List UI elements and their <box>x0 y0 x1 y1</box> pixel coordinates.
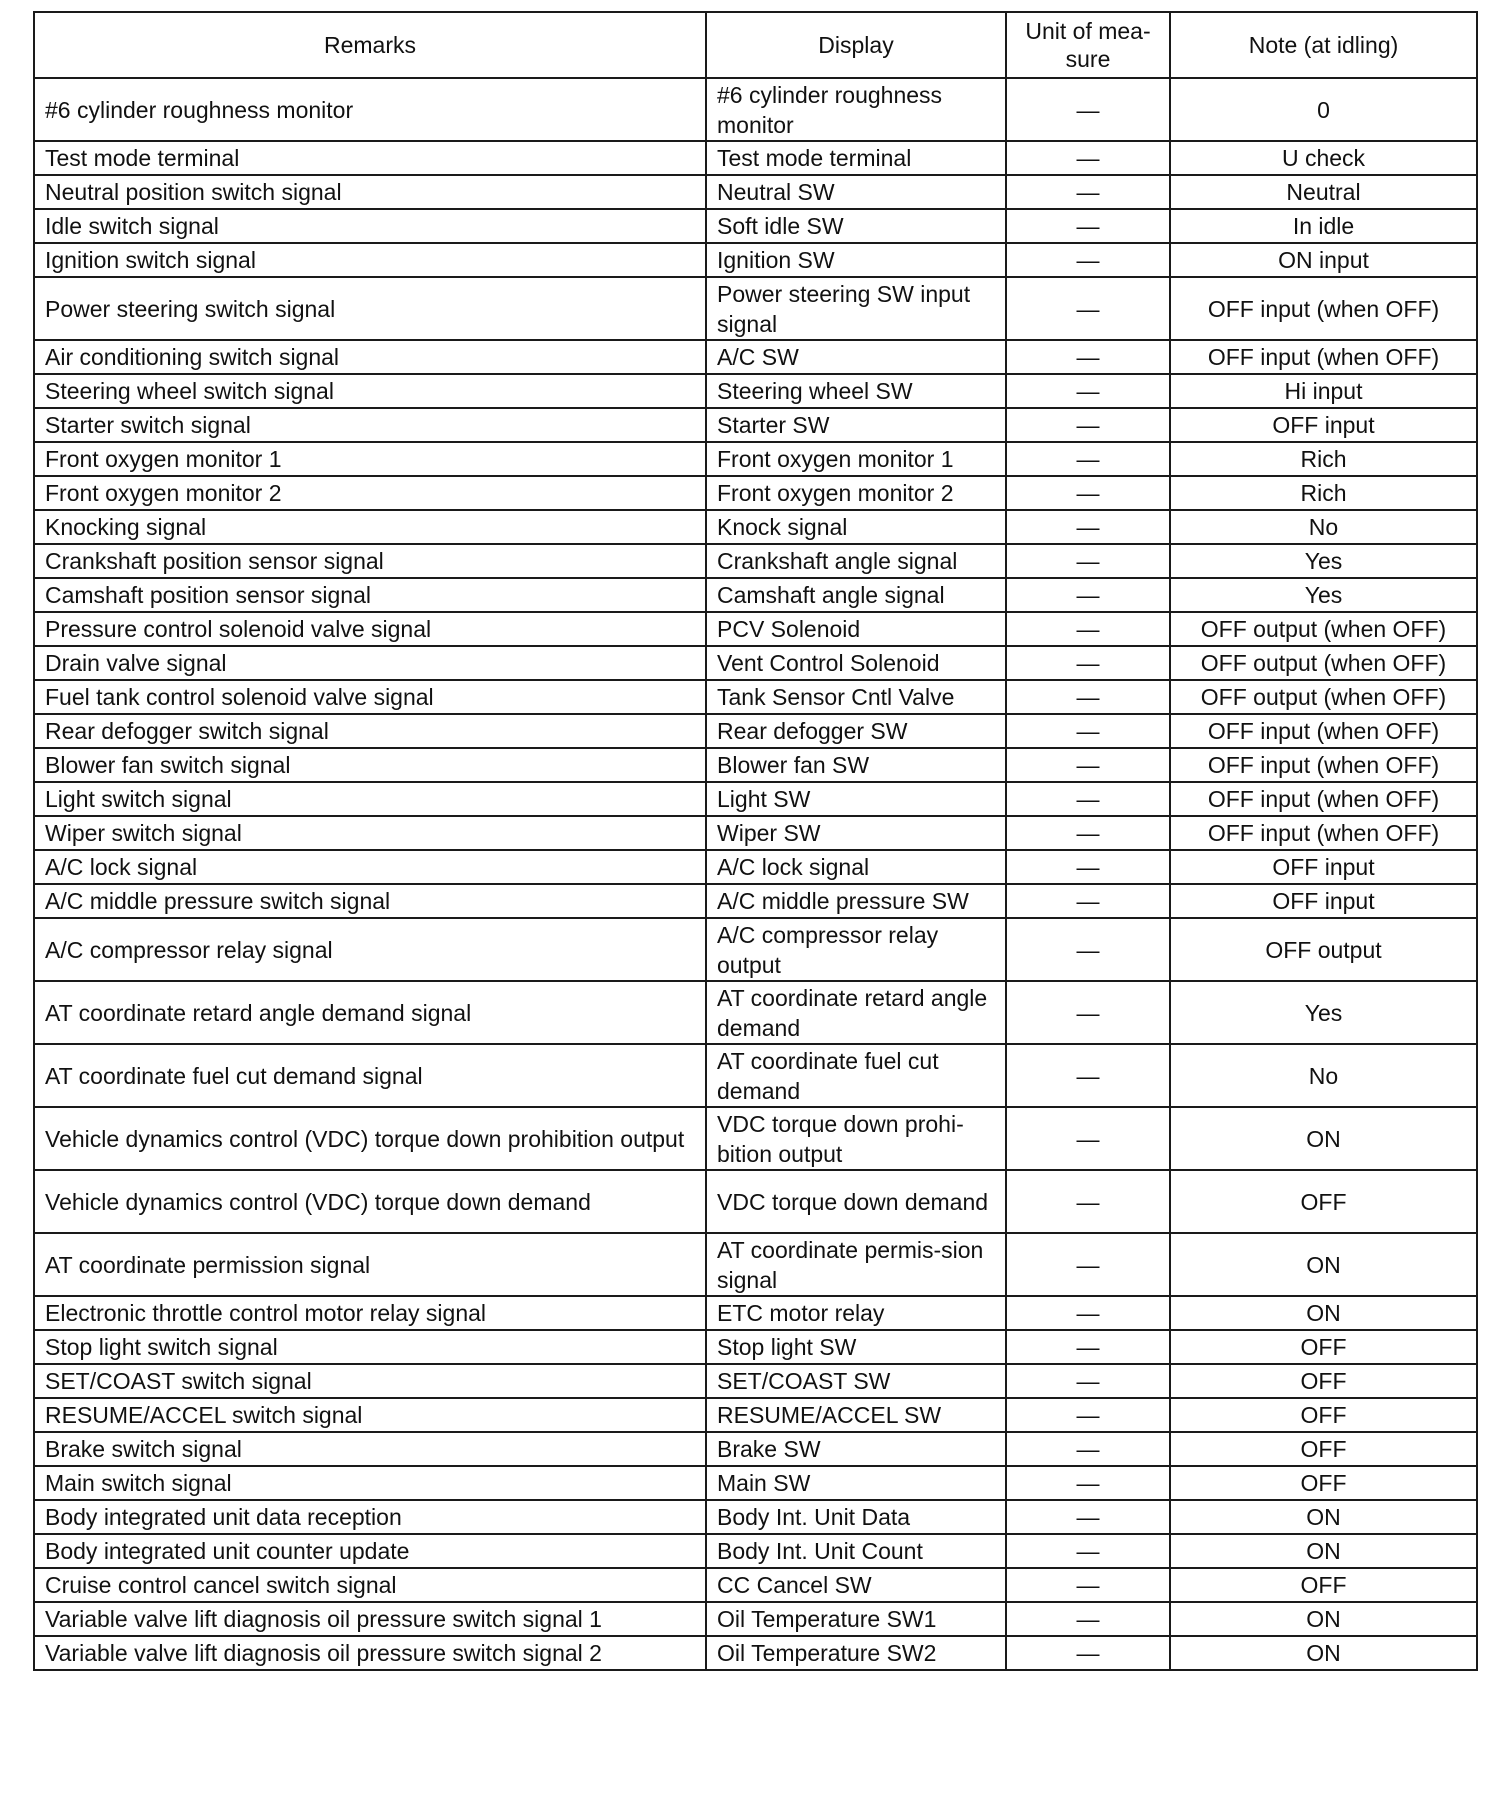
table-row <box>34 141 1477 175</box>
table-row <box>34 884 1477 918</box>
cell-display: Brake SW <box>706 1432 1006 1466</box>
cell-remarks: Wiper switch signal <box>34 816 706 850</box>
table-row <box>34 680 1477 714</box>
cell-unit: — <box>1006 175 1170 209</box>
cell-display: ETC motor relay <box>706 1296 1006 1330</box>
cell-remarks: Light switch signal <box>34 782 706 816</box>
cell-remarks: #6 cylinder roughness monitor <box>34 78 706 141</box>
cell-display: Oil Temperature SW2 <box>706 1636 1006 1670</box>
cell-unit: — <box>1006 442 1170 476</box>
cell-display: Front oxygen monitor 2 <box>706 476 1006 510</box>
cell-unit: — <box>1006 1233 1170 1296</box>
cell-unit: — <box>1006 476 1170 510</box>
cell-display: Oil Temperature SW1 <box>706 1602 1006 1636</box>
cell-display: A/C lock signal <box>706 850 1006 884</box>
cell-note: OFF input (when OFF) <box>1170 714 1477 748</box>
cell-display: A/C middle pressure SW <box>706 884 1006 918</box>
cell-unit: — <box>1006 1432 1170 1466</box>
header-unit: Unit of mea-sure <box>1006 12 1170 78</box>
cell-note: U check <box>1170 141 1477 175</box>
cell-note: ON <box>1170 1534 1477 1568</box>
table-row <box>34 1044 1477 1107</box>
cell-remarks: Vehicle dynamics control (VDC) torque down demand <box>34 1170 706 1233</box>
table-header <box>34 12 1477 78</box>
cell-remarks: Vehicle dynamics control (VDC) torque down prohibition output <box>34 1107 706 1170</box>
cell-display: Body Int. Unit Count <box>706 1534 1006 1568</box>
cell-unit: — <box>1006 277 1170 340</box>
cell-remarks: AT coordinate retard angle demand signal <box>34 981 706 1044</box>
cell-display: Body Int. Unit Data <box>706 1500 1006 1534</box>
cell-note: No <box>1170 1044 1477 1107</box>
cell-note: ON <box>1170 1500 1477 1534</box>
cell-remarks: Blower fan switch signal <box>34 748 706 782</box>
cell-note: Rich <box>1170 442 1477 476</box>
cell-remarks: Body integrated unit data reception <box>34 1500 706 1534</box>
cell-unit: — <box>1006 578 1170 612</box>
table-row <box>34 1330 1477 1364</box>
table-row <box>34 646 1477 680</box>
table-row <box>34 1500 1477 1534</box>
cell-unit: — <box>1006 981 1170 1044</box>
cell-display: VDC torque down prohi-bition output <box>706 1107 1006 1170</box>
cell-unit: — <box>1006 1364 1170 1398</box>
cell-unit: — <box>1006 1602 1170 1636</box>
cell-note: OFF input <box>1170 850 1477 884</box>
cell-display: Power steering SW input signal <box>706 277 1006 340</box>
cell-note: OFF <box>1170 1364 1477 1398</box>
cell-remarks: Body integrated unit counter update <box>34 1534 706 1568</box>
cell-remarks: Pressure control solenoid valve signal <box>34 612 706 646</box>
cell-display: Rear defogger SW <box>706 714 1006 748</box>
cell-note: OFF output (when OFF) <box>1170 680 1477 714</box>
table-row <box>34 850 1477 884</box>
cell-remarks: A/C compressor relay signal <box>34 918 706 981</box>
cell-unit: — <box>1006 1534 1170 1568</box>
table-row <box>34 1296 1477 1330</box>
cell-unit: — <box>1006 374 1170 408</box>
cell-display: CC Cancel SW <box>706 1568 1006 1602</box>
table-row <box>34 408 1477 442</box>
cell-unit: — <box>1006 1330 1170 1364</box>
table-body <box>34 78 1477 1670</box>
cell-unit: — <box>1006 1466 1170 1500</box>
cell-display: AT coordinate permis-sion signal <box>706 1233 1006 1296</box>
cell-unit: — <box>1006 510 1170 544</box>
cell-unit: — <box>1006 918 1170 981</box>
cell-unit: — <box>1006 1044 1170 1107</box>
cell-remarks: RESUME/ACCEL switch signal <box>34 1398 706 1432</box>
cell-display: A/C compressor relay output <box>706 918 1006 981</box>
header-row <box>34 12 1477 78</box>
cell-note: OFF input (when OFF) <box>1170 340 1477 374</box>
cell-remarks: Brake switch signal <box>34 1432 706 1466</box>
cell-display: A/C SW <box>706 340 1006 374</box>
cell-unit: — <box>1006 1170 1170 1233</box>
cell-display: Tank Sensor Cntl Valve <box>706 680 1006 714</box>
cell-remarks: Starter switch signal <box>34 408 706 442</box>
cell-display: Front oxygen monitor 1 <box>706 442 1006 476</box>
cell-unit: — <box>1006 1296 1170 1330</box>
cell-display: VDC torque down demand <box>706 1170 1006 1233</box>
cell-display: Main SW <box>706 1466 1006 1500</box>
cell-unit: — <box>1006 1107 1170 1170</box>
cell-remarks: Steering wheel switch signal <box>34 374 706 408</box>
cell-note: No <box>1170 510 1477 544</box>
cell-display: Test mode terminal <box>706 141 1006 175</box>
cell-display: Camshaft angle signal <box>706 578 1006 612</box>
cell-remarks: Knocking signal <box>34 510 706 544</box>
cell-remarks: Main switch signal <box>34 1466 706 1500</box>
cell-remarks: Air conditioning switch signal <box>34 340 706 374</box>
cell-note: Yes <box>1170 981 1477 1044</box>
cell-display: Neutral SW <box>706 175 1006 209</box>
cell-unit: — <box>1006 782 1170 816</box>
table-row <box>34 243 1477 277</box>
cell-unit: — <box>1006 1500 1170 1534</box>
cell-unit: — <box>1006 1568 1170 1602</box>
cell-remarks: Ignition switch signal <box>34 243 706 277</box>
cell-remarks: AT coordinate fuel cut demand signal <box>34 1044 706 1107</box>
cell-unit: — <box>1006 209 1170 243</box>
cell-display: Vent Control Solenoid <box>706 646 1006 680</box>
table-row <box>34 1602 1477 1636</box>
cell-display: Blower fan SW <box>706 748 1006 782</box>
cell-remarks: Variable valve lift diagnosis oil pressure switch signal 2 <box>34 1636 706 1670</box>
cell-remarks: Test mode terminal <box>34 141 706 175</box>
cell-note: OFF <box>1170 1432 1477 1466</box>
cell-display: RESUME/ACCEL SW <box>706 1398 1006 1432</box>
cell-note: OFF input <box>1170 884 1477 918</box>
cell-unit: — <box>1006 408 1170 442</box>
table-row <box>34 612 1477 646</box>
cell-unit: — <box>1006 1636 1170 1670</box>
table-row <box>34 1107 1477 1170</box>
table-row <box>34 1364 1477 1398</box>
cell-note: Neutral <box>1170 175 1477 209</box>
table-row <box>34 578 1477 612</box>
cell-remarks: Cruise control cancel switch signal <box>34 1568 706 1602</box>
table-row <box>34 1233 1477 1296</box>
table-row <box>34 1466 1477 1500</box>
table-row <box>34 510 1477 544</box>
cell-note: OFF input (when OFF) <box>1170 816 1477 850</box>
cell-note: 0 <box>1170 78 1477 141</box>
table-row <box>34 374 1477 408</box>
cell-unit: — <box>1006 612 1170 646</box>
cell-note: ON input <box>1170 243 1477 277</box>
cell-unit: — <box>1006 1398 1170 1432</box>
cell-display: Ignition SW <box>706 243 1006 277</box>
cell-unit: — <box>1006 646 1170 680</box>
cell-unit: — <box>1006 850 1170 884</box>
cell-unit: — <box>1006 884 1170 918</box>
cell-remarks: A/C lock signal <box>34 850 706 884</box>
cell-note: OFF output (when OFF) <box>1170 646 1477 680</box>
cell-unit: — <box>1006 544 1170 578</box>
table-row <box>34 442 1477 476</box>
cell-display: Stop light SW <box>706 1330 1006 1364</box>
table-row <box>34 209 1477 243</box>
cell-remarks: Rear defogger switch signal <box>34 714 706 748</box>
cell-display: Starter SW <box>706 408 1006 442</box>
cell-remarks: AT coordinate permission signal <box>34 1233 706 1296</box>
table-row <box>34 1534 1477 1568</box>
cell-note: ON <box>1170 1602 1477 1636</box>
cell-note: OFF input (when OFF) <box>1170 782 1477 816</box>
cell-note: Rich <box>1170 476 1477 510</box>
cell-display: PCV Solenoid <box>706 612 1006 646</box>
cell-unit: — <box>1006 816 1170 850</box>
table-row <box>34 1398 1477 1432</box>
cell-remarks: Fuel tank control solenoid valve signal <box>34 680 706 714</box>
cell-remarks: Idle switch signal <box>34 209 706 243</box>
table-row <box>34 1432 1477 1466</box>
table-row <box>34 476 1477 510</box>
cell-note: Yes <box>1170 544 1477 578</box>
table-row <box>34 277 1477 340</box>
header-note: Note (at idling) <box>1170 12 1477 78</box>
cell-note: OFF output <box>1170 918 1477 981</box>
cell-display: Wiper SW <box>706 816 1006 850</box>
header-display: Display <box>706 12 1006 78</box>
cell-display: AT coordinate retard angle demand <box>706 981 1006 1044</box>
cell-display: Soft idle SW <box>706 209 1006 243</box>
cell-remarks: Neutral position switch signal <box>34 175 706 209</box>
cell-remarks: A/C middle pressure switch signal <box>34 884 706 918</box>
table-row <box>34 175 1477 209</box>
table-row <box>34 78 1477 141</box>
cell-note: Hi input <box>1170 374 1477 408</box>
header-remarks: Remarks <box>34 12 706 78</box>
cell-note: OFF input (when OFF) <box>1170 748 1477 782</box>
cell-unit: — <box>1006 748 1170 782</box>
cell-note: In idle <box>1170 209 1477 243</box>
cell-remarks: Stop light switch signal <box>34 1330 706 1364</box>
cell-display: Knock signal <box>706 510 1006 544</box>
cell-note: ON <box>1170 1233 1477 1296</box>
cell-display: Steering wheel SW <box>706 374 1006 408</box>
cell-unit: — <box>1006 78 1170 141</box>
cell-remarks: Drain valve signal <box>34 646 706 680</box>
cell-note: OFF <box>1170 1466 1477 1500</box>
table-row <box>34 1636 1477 1670</box>
cell-remarks: Front oxygen monitor 1 <box>34 442 706 476</box>
cell-note: OFF <box>1170 1330 1477 1364</box>
table-row <box>34 918 1477 981</box>
cell-note: ON <box>1170 1107 1477 1170</box>
cell-note: OFF input <box>1170 408 1477 442</box>
table-row <box>34 1568 1477 1602</box>
table-row <box>34 714 1477 748</box>
cell-remarks: Crankshaft position sensor signal <box>34 544 706 578</box>
cell-note: Yes <box>1170 578 1477 612</box>
cell-display: AT coordinate fuel cut demand <box>706 1044 1006 1107</box>
cell-note: OFF input (when OFF) <box>1170 277 1477 340</box>
cell-remarks: Camshaft position sensor signal <box>34 578 706 612</box>
cell-unit: — <box>1006 243 1170 277</box>
cell-display: SET/COAST SW <box>706 1364 1006 1398</box>
cell-remarks: Power steering switch signal <box>34 277 706 340</box>
cell-display: Light SW <box>706 782 1006 816</box>
cell-unit: — <box>1006 714 1170 748</box>
cell-note: OFF <box>1170 1568 1477 1602</box>
cell-note: ON <box>1170 1296 1477 1330</box>
table-row <box>34 981 1477 1044</box>
cell-remarks: SET/COAST switch signal <box>34 1364 706 1398</box>
table-row <box>34 816 1477 850</box>
cell-remarks: Electronic throttle control motor relay signal <box>34 1296 706 1330</box>
cell-unit: — <box>1006 141 1170 175</box>
table-row <box>34 748 1477 782</box>
cell-note: OFF output (when OFF) <box>1170 612 1477 646</box>
cell-note: OFF <box>1170 1398 1477 1432</box>
cell-note: OFF <box>1170 1170 1477 1233</box>
cell-remarks: Variable valve lift diagnosis oil pressure switch signal 1 <box>34 1602 706 1636</box>
signal-table <box>33 11 1478 1671</box>
cell-display: Crankshaft angle signal <box>706 544 1006 578</box>
table-row <box>34 782 1477 816</box>
cell-unit: — <box>1006 680 1170 714</box>
table-row <box>34 1170 1477 1233</box>
table-row <box>34 340 1477 374</box>
cell-remarks: Front oxygen monitor 2 <box>34 476 706 510</box>
cell-display: #6 cylinder roughness monitor <box>706 78 1006 141</box>
cell-note: ON <box>1170 1636 1477 1670</box>
table-row <box>34 544 1477 578</box>
cell-unit: — <box>1006 340 1170 374</box>
